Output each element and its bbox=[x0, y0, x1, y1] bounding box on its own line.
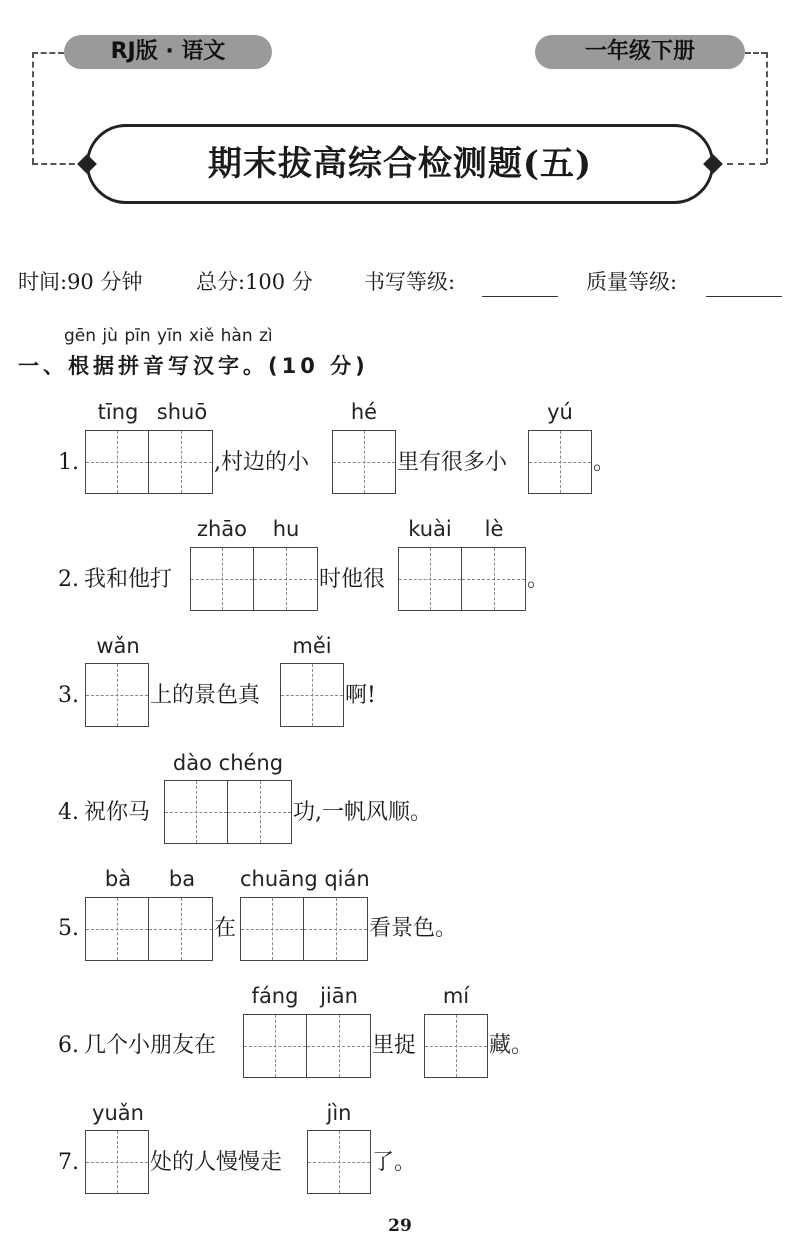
page-title: 期末拔高综合检测题(五) bbox=[207, 144, 593, 184]
quality-grade-label: 质量等级: bbox=[586, 270, 678, 294]
grade-tag: 一年级下册 bbox=[535, 35, 745, 69]
pinyin-label: yuǎn bbox=[92, 1101, 144, 1125]
section-title-pinyin: gēn jù pīn yīn xiě hàn zì bbox=[64, 326, 273, 346]
sentence-text: 看景色。 bbox=[369, 916, 458, 941]
sentence-text: 时他很 bbox=[319, 567, 386, 592]
answer-grid[interactable] bbox=[307, 1130, 371, 1194]
time-limit: 时间:90 分钟 bbox=[18, 270, 143, 294]
writing-grade-label: 书写等级: bbox=[364, 270, 456, 294]
sentence-text: 里捉 bbox=[372, 1033, 417, 1058]
sentence-text: 上的景色真 bbox=[150, 683, 261, 708]
sentence-text: 功,一帆风顺。 bbox=[293, 800, 432, 825]
question-number: 4. bbox=[58, 800, 79, 825]
subject-tag: RJ版 · 语文 bbox=[64, 35, 272, 69]
question-number: 2. bbox=[58, 567, 79, 592]
pinyin-label: kuài bbox=[408, 517, 452, 541]
pinyin-label: měi bbox=[292, 634, 332, 658]
answer-grid[interactable] bbox=[164, 780, 292, 844]
sentence-text: 在 bbox=[214, 916, 237, 941]
sentence-text: 里有很多小 bbox=[397, 450, 508, 475]
pinyin-label: dào chéng bbox=[172, 751, 284, 775]
sentence-text: 祝你马 bbox=[84, 800, 151, 825]
total-score: 总分:100 分 bbox=[196, 270, 313, 294]
pinyin-label: zhāo bbox=[196, 517, 248, 541]
answer-grid[interactable] bbox=[398, 547, 526, 611]
page-number: 29 bbox=[388, 1216, 412, 1236]
pinyin-label: jiān bbox=[320, 984, 358, 1008]
question-number: 5. bbox=[58, 916, 79, 941]
pinyin-label: lè bbox=[484, 517, 504, 541]
pinyin-label: wǎn bbox=[96, 634, 140, 658]
question-number: 6. bbox=[58, 1033, 79, 1058]
answer-grid[interactable] bbox=[528, 430, 592, 494]
pinyin-label: hé bbox=[350, 400, 378, 424]
pinyin-label: bà bbox=[104, 867, 132, 891]
quality-grade-blank[interactable] bbox=[706, 272, 782, 297]
answer-grid[interactable] bbox=[424, 1014, 488, 1078]
section-title: 一、根据拼音写汉字。(10 分) bbox=[18, 354, 369, 378]
right-dashed-bottom bbox=[716, 163, 766, 165]
pinyin-label: ba bbox=[168, 867, 196, 891]
left-dashed-connector bbox=[32, 52, 34, 164]
answer-grid[interactable] bbox=[190, 547, 318, 611]
sentence-text: ,村边的小 bbox=[214, 450, 309, 475]
sentence-text: 。 bbox=[527, 567, 550, 592]
sentence-text: 了。 bbox=[372, 1150, 417, 1175]
right-dashed-connector bbox=[766, 52, 768, 164]
left-dashed-top bbox=[32, 52, 64, 54]
answer-grid[interactable] bbox=[85, 897, 213, 961]
pinyin-label: chuāng qián bbox=[240, 867, 370, 891]
answer-grid[interactable] bbox=[280, 663, 344, 727]
right-dashed-top bbox=[745, 52, 767, 54]
answer-grid[interactable] bbox=[85, 430, 213, 494]
answer-grid[interactable] bbox=[332, 430, 396, 494]
pinyin-label: yú bbox=[547, 400, 573, 424]
sentence-text: 。 bbox=[593, 450, 616, 475]
pinyin-label: fáng bbox=[251, 984, 299, 1008]
question-number: 3. bbox=[58, 683, 79, 708]
pinyin-label: mí bbox=[442, 984, 470, 1008]
pinyin-label: tīng bbox=[97, 400, 139, 424]
sentence-text: 处的人慢慢走 bbox=[150, 1150, 283, 1175]
sentence-text: 啊! bbox=[345, 683, 376, 708]
sentence-text: 几个小朋友在 bbox=[84, 1033, 217, 1058]
pinyin-label: hu bbox=[272, 517, 300, 541]
writing-grade-blank[interactable] bbox=[482, 272, 558, 297]
pinyin-label: jìn bbox=[326, 1101, 352, 1125]
question-number: 1. bbox=[58, 450, 79, 475]
answer-grid[interactable] bbox=[243, 1014, 371, 1078]
answer-grid[interactable] bbox=[85, 663, 149, 727]
sentence-text: 藏。 bbox=[489, 1033, 534, 1058]
answer-grid[interactable] bbox=[240, 897, 368, 961]
sentence-text: 我和他打 bbox=[84, 567, 173, 592]
question-number: 7. bbox=[58, 1150, 79, 1175]
answer-grid[interactable] bbox=[85, 1130, 149, 1194]
pinyin-label: shuō bbox=[156, 400, 208, 424]
